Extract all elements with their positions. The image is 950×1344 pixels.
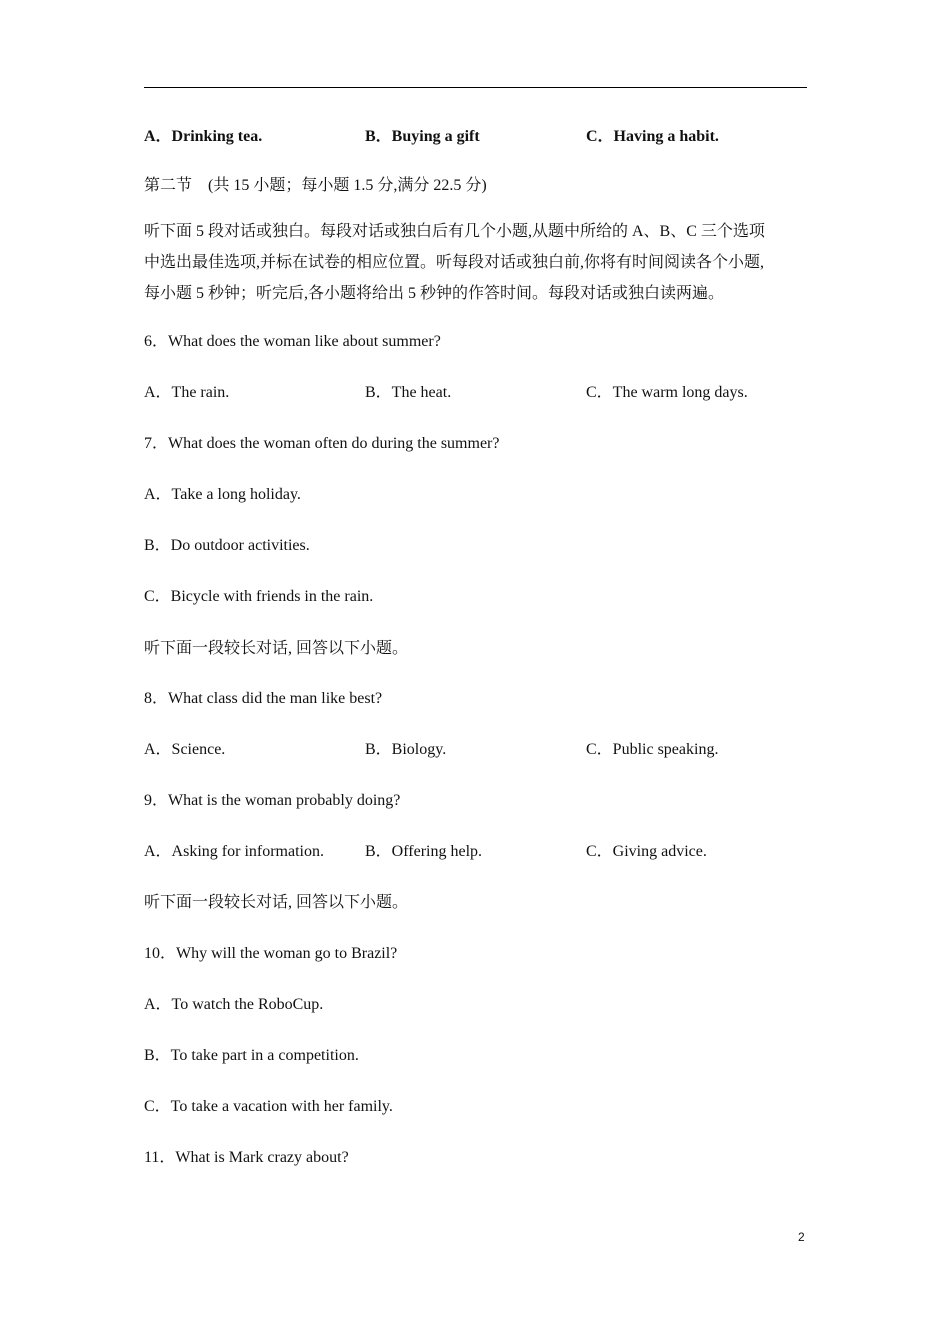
q9-option-b: B．Offering help.	[365, 843, 483, 860]
q6-question: 6．What does the woman like about summer?	[144, 333, 441, 350]
q5-option-c: C．Having a habit.	[586, 128, 719, 145]
listen-note-2: 听下面一段较长对话, 回答以下小题。	[144, 894, 409, 911]
q8-option-c: C．Public speaking.	[586, 741, 719, 758]
q6-option-a: A．The rain.	[144, 384, 230, 401]
q9-option-a: A．Asking for information.	[144, 843, 324, 860]
listen-note-1: 听下面一段较长对话, 回答以下小题。	[144, 640, 409, 657]
section-instructions	[144, 216, 807, 309]
instruction-line-1: 听下面 5 段对话或独白。每段对话或独白后有几个小题,从题中所给的 A、B、C 三个选项	[144, 223, 765, 240]
q5-option-a: A．Drinking tea.	[144, 128, 263, 145]
q8-option-a: A．Science.	[144, 741, 226, 758]
q10-option-a: A．To watch the RoboCup.	[144, 996, 324, 1013]
q9-question: 9．What is the woman probably doing?	[144, 792, 401, 809]
header-rule	[144, 87, 807, 88]
q10-option-c: C．To take a vacation with her family.	[144, 1098, 393, 1115]
q6-option-c: C．The warm long days.	[586, 384, 748, 401]
q7-option-c: C．Bicycle with friends in the rain.	[144, 588, 374, 605]
q7-option-a: A．Take a long holiday.	[144, 486, 301, 503]
q5-option-b: B．Buying a gift	[365, 128, 480, 145]
instruction-line-2: 中选出最佳选项,并标在试卷的相应位置。听每段对话或独白前,你将有时间阅读各个小题,	[144, 254, 765, 271]
q11-question: 11．What is Mark crazy about?	[144, 1149, 349, 1166]
instruction-line-3: 每小题 5 秒钟；听完后,各小题将给出 5 秒钟的作答时间。每段对话或独白读两遍。	[144, 285, 725, 302]
q8-question: 8．What class did the man like best?	[144, 690, 383, 707]
q6-option-b: B．The heat.	[365, 384, 452, 401]
q10-option-b: B．To take part in a competition.	[144, 1047, 359, 1064]
q10-question: 10．Why will the woman go to Brazil?	[144, 945, 398, 962]
q7-option-b: B．Do outdoor activities.	[144, 537, 310, 554]
q7-question: 7．What does the woman often do during the summer?	[144, 435, 500, 452]
section-heading: 第二节 (共 15 小题；每小题 1.5 分,满分 22.5 分)	[144, 177, 487, 194]
page-number: 2	[798, 1230, 805, 1244]
q9-option-c: C．Giving advice.	[586, 843, 707, 860]
q8-option-b: B．Biology.	[365, 741, 447, 758]
